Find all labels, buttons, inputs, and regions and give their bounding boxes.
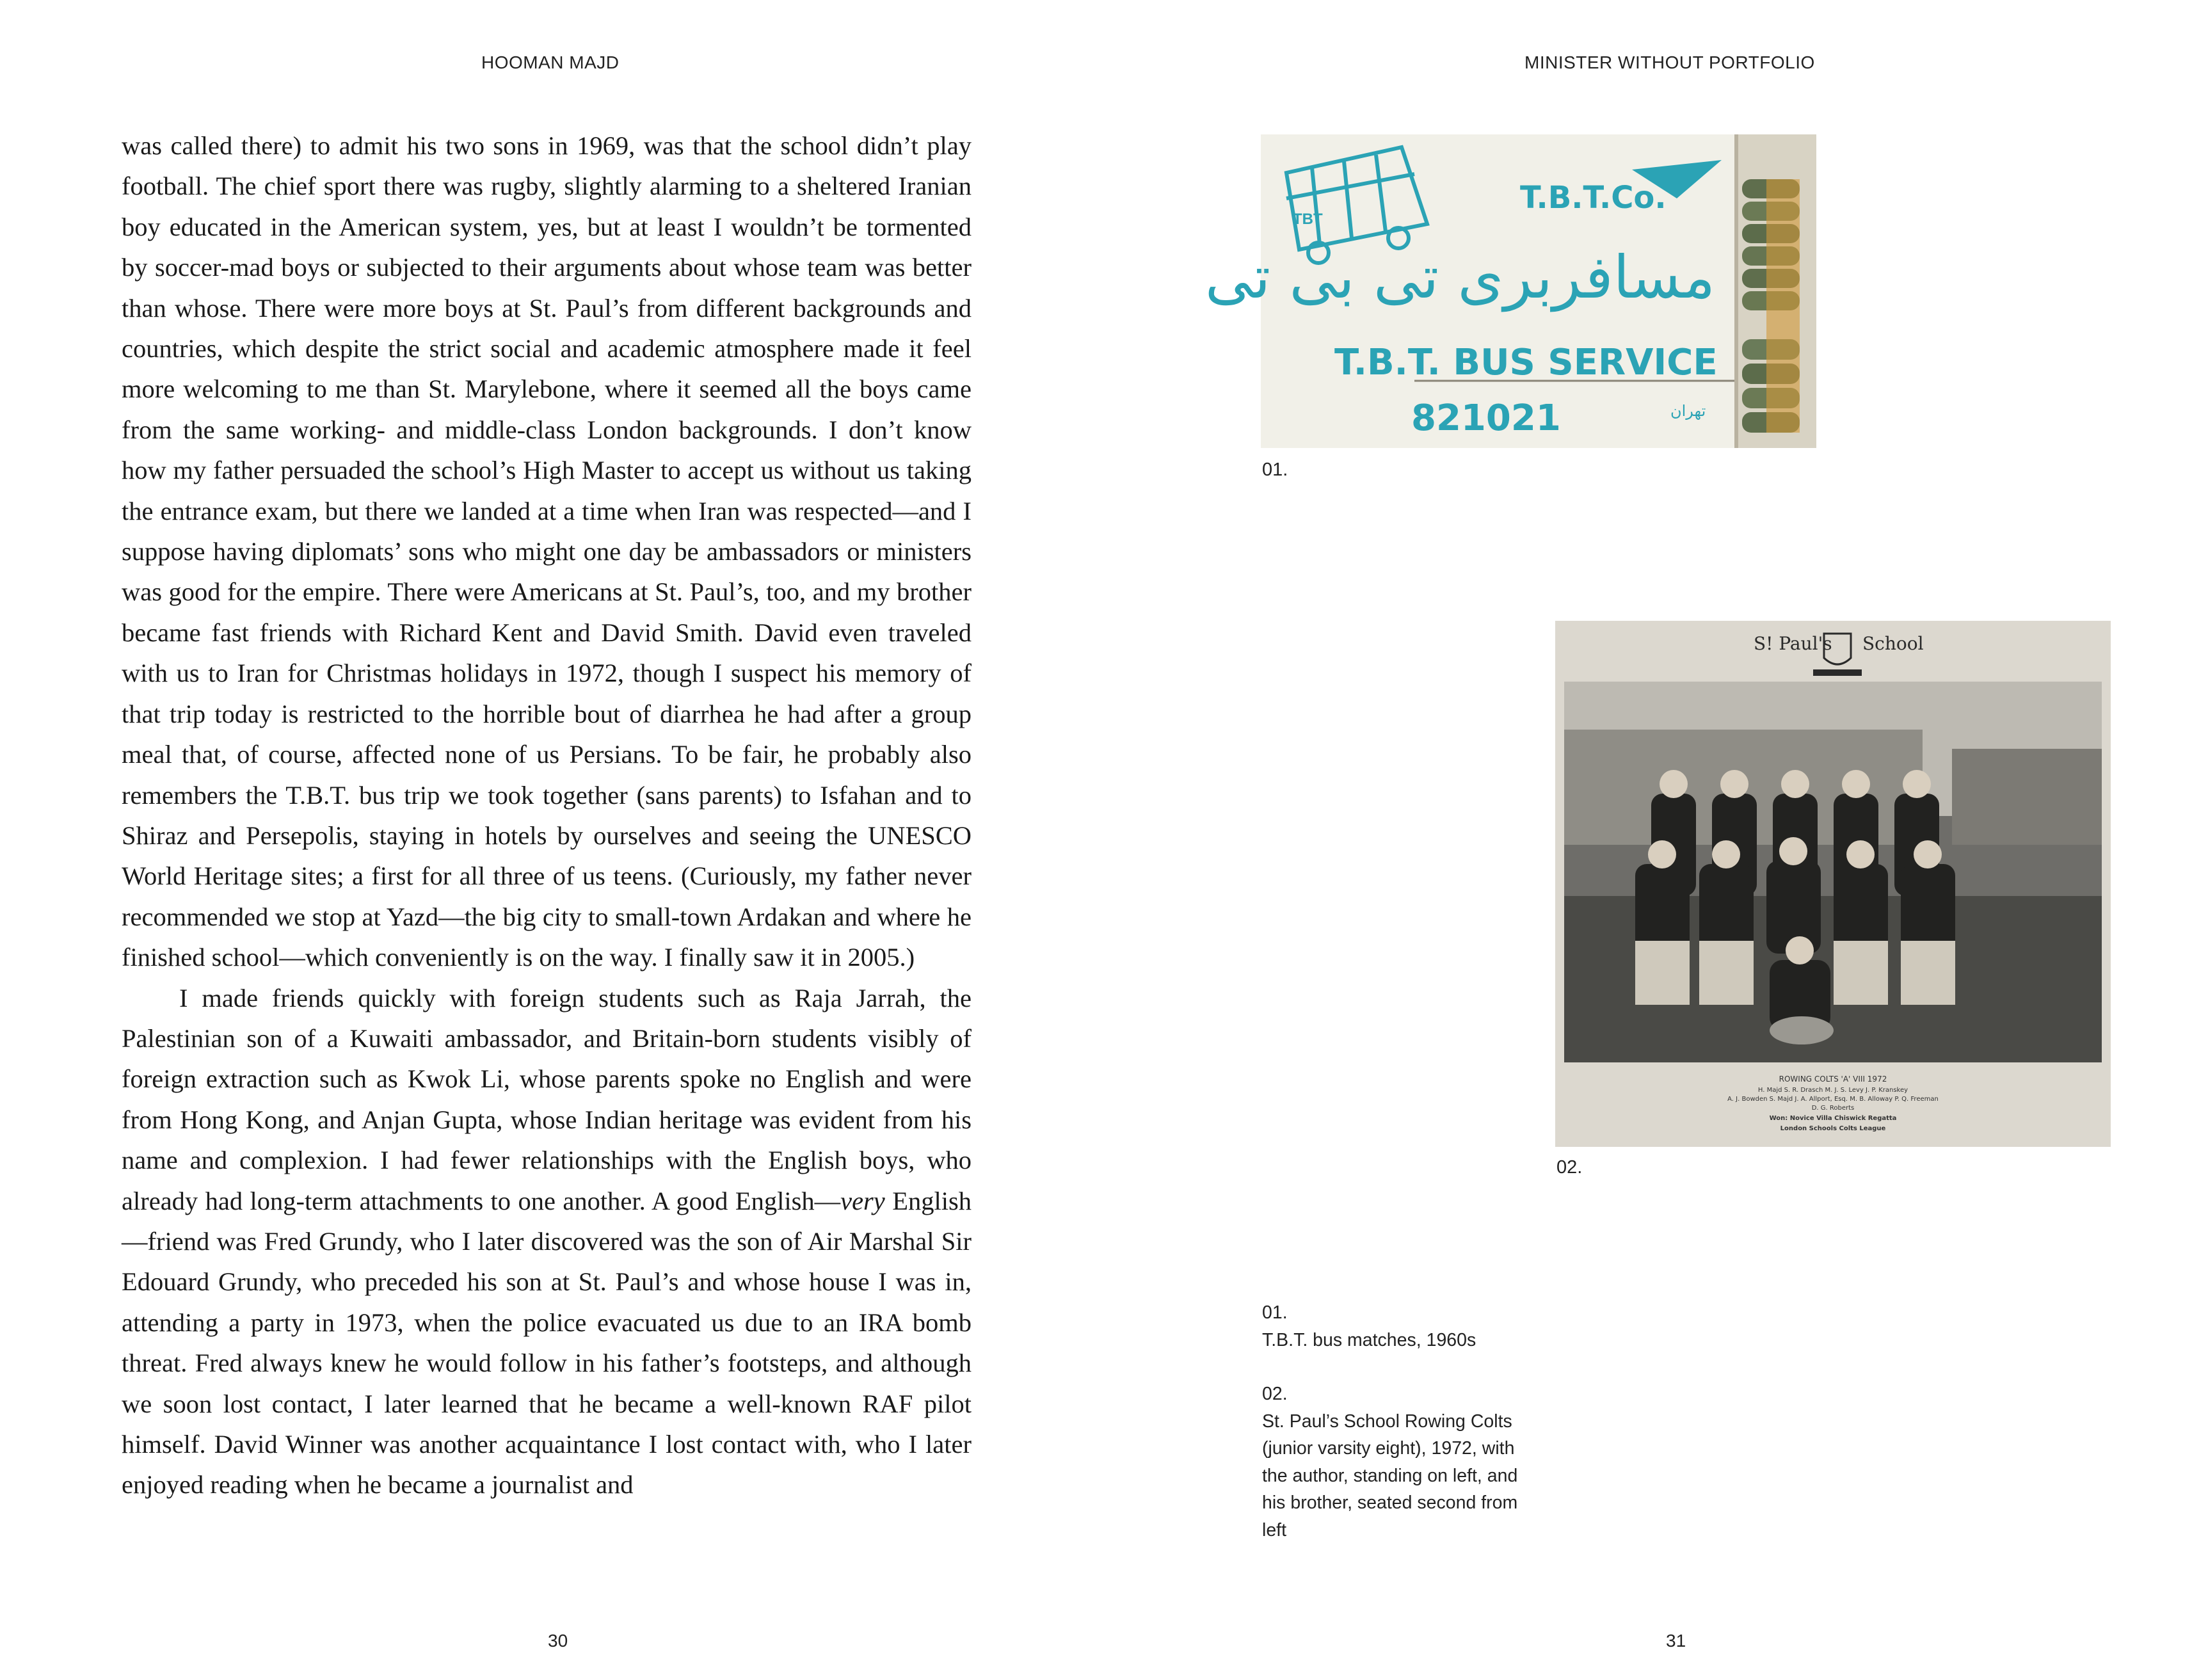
- paragraph-2: [122, 978, 972, 1505]
- figure-label-02: 02.: [1556, 1157, 1583, 1178]
- matchbox-svg: [1204, 134, 1816, 448]
- paragraph-2-part-a: I made friends quickly with foreign students such as Raja Jarrah, the Palestinian son of a Kuwaiti ambassador, and Britain-born students visibly of foreign extraction such as Kwok Li, whose parents spoke no English and were from Hong Kong, and Anjan Gupta, whose Indian heritage was evident from his name and complexion. I had fewer relationships with the English boys, who already had long-term attachments to one another. A good English—: [122, 983, 972, 1215]
- folio-right: 31: [1666, 1631, 1686, 1651]
- photo-caption-line1: ROWING COLTS 'A' VIII 1972: [1779, 1075, 1887, 1084]
- service-text: T.B.T. BUS SERVICE: [1334, 342, 1718, 383]
- body-text: [122, 125, 972, 1505]
- bus-tag-text: TBT: [1293, 211, 1323, 228]
- matches: [1742, 179, 1800, 433]
- company-text: T.B.T.Co.: [1520, 180, 1667, 216]
- caption-02-text: St. Paul’s School Rowing Colts (junior varsity eight), 1972, with the author, standing on left, and his brother, seated second from left: [1262, 1411, 1518, 1540]
- photo-caption-line3: A. J. Bowden S. Majd J. A. Allport, Esq. M. B. Alloway P. Q. Freeman: [1727, 1096, 1939, 1103]
- small-persian-text: تهران: [1670, 402, 1706, 420]
- team-photo-svg: [1555, 621, 2111, 1147]
- photo-caption-line6: London Schools Colts League: [1780, 1125, 1886, 1132]
- paragraph-1: was called there) to admit his two sons in 1969, was that the school didn’t play football. The chief sport there was rugby, slightly alarming to a sheltered Iranian boy educated in the American system, yes, but at least I wouldn’t be tormented by soccer-mad boys or subjected to their arguments about whose team was better than whose. There were more boys at St. Paul’s from different backgrounds and countries, which despite the strict social and academic atmosphere made it feel more welcoming to me than St. Marylebone, where it seemed all the boys came from the same working- and middle-class London backgrounds. I don’t know how my father persuaded the school’s High Master to accept us without us taking the entrance exam, but there we landed at a time when Iran was respected—and I suppose having diplomats’ sons who might one day be ambassadors or ministers was good for the empire. There were Americans at St. Paul’s, too, and my brother became fast friends with Richard Kent and David Smith. David even traveled with us to Iran for Christmas holidays in 1972, though I suspect his memory of that trip today is restricted to the horrible bout of diarrhea he had after a group meal that, of course, affected none of us Persians. To be fair, he probably also remembers the T.B.T. bus trip we took together (sans parents) to Isfahan and to Shiraz and Persepolis, staying in hotels by ourselves and seeing the UNESCO World Heritage sites; a first for all three of us teens. (Curiously, my father never recommended we stop at Yazd—the big city to small-town Ardakan and where he finished school—which conveniently is on the way. I finally saw it in 2005.): [122, 131, 972, 972]
- school-name-left: S! Paul's: [1754, 633, 1832, 654]
- figure-captions: [1262, 1299, 1537, 1571]
- persian-text: مسافربری تی بی تی: [1204, 243, 1715, 312]
- caption-01: [1262, 1299, 1537, 1354]
- running-head-right: MINISTER WITHOUT PORTFOLIO: [1524, 52, 1815, 72]
- paragraph-2-part-b: English—friend was Fred Grundy, who I later discovered was the son of Air Marshal Sir Edouard Grundy, who preceded his son at St. Paul’s and whose house I was in, attending a party in 1973, when the police evacuated us due to an IRA bomb threat. Fred always knew he would follow in his father’s footsteps, and although we soon lost contact, I later learned that he became a well-known RAF pilot himself. David Winner was another acquaintance I lost contact with, who I later enjoyed reading when he became a journalist and: [122, 1186, 972, 1500]
- folio-left: 30: [548, 1631, 568, 1651]
- caption-01-number: 01.: [1262, 1302, 1288, 1323]
- caption-01-text: T.B.T. bus matches, 1960s: [1262, 1329, 1476, 1350]
- caption-02-number: 02.: [1262, 1384, 1288, 1404]
- emphasis-very: very: [840, 1186, 885, 1215]
- photo-caption-line5: Won: Novice Villa Chiswick Regatta: [1769, 1115, 1897, 1122]
- matchbox-image: [1204, 134, 1816, 448]
- running-head-left: HOOMAN MAJD: [481, 52, 620, 72]
- photo-caption-line2: H. Majd S. R. Drasch M. J. S. Levy J. P. Kranskey: [1757, 1087, 1908, 1094]
- photo-caption-line4: D. G. Roberts: [1811, 1105, 1855, 1112]
- team-photo-image: [1555, 621, 2111, 1147]
- school-name-right: School: [1862, 633, 1924, 654]
- caption-02: [1262, 1380, 1537, 1544]
- figure-label-01: 01.: [1262, 460, 1288, 480]
- phone-text: 821021: [1411, 397, 1561, 439]
